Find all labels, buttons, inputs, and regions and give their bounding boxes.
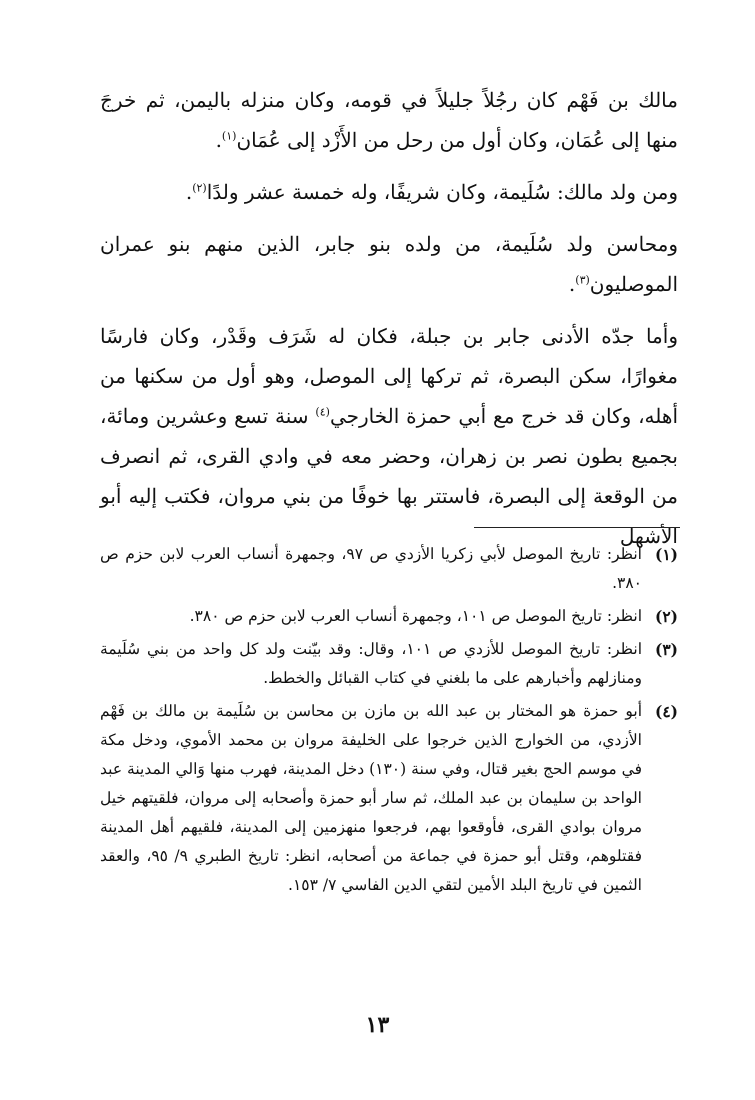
footnote-number: (١) [654,545,678,564]
footnote-4 [100,697,678,900]
footnote-1 [100,540,678,598]
footnote-number: (٤) [654,702,678,721]
footnote-ref-2[interactable]: (٢) [192,181,207,195]
page-number: ١٣ [365,1012,390,1038]
paragraph-3: ومحاسن ولد سُلَيمة، من ولده بنو جابر، الذين منهم بنو عمران الموصليون$^{(٣)}$. [100,232,678,296]
paragraph-2: ومن ولد مالك: سُلَيمة، وكان شريفًا، وله خمسة عشر ولدًا$^{(٢)}$. [185,180,678,204]
footnote-text: انظر: تاريخ الموصل لأبي زكريا الأزدي ص ٩٧، وجمهرة أنساب العرب لابن حزم ص ٣٨٠. [100,545,642,592]
footnote-number: (٣) [654,640,678,659]
footnote-ref-4[interactable]: (٤) [315,405,330,419]
footnote-ref-1[interactable]: (١) [221,129,237,143]
paragraph-1: مالك بن فَهْم كان رجُلاً جليلاً في قومه، وكان منزله باليمن، ثم خرجَ منها إلى عُمَان، وكان أول من رحل من الأَزْد إلى عُمَان$^{(١)}$. [100,88,678,152]
footnotes [100,540,678,904]
footnote-2 [100,602,678,631]
footnote-text: انظر: تاريخ الموصل للأزدي ص ١٠١، وقال: وقد بيّنت ولد كل واحد من بني سُلَيمة ومنازلهم وأخبارهم على ما بلغني في كتاب القبائل والخطط. [100,640,642,687]
footnote-number: (٢) [654,607,678,626]
footnote-text: أبو حمزة هو المختار بن عبد الله بن مازن بن محاسن بن سُلَيمة بن مالك بن فَهْم الأزدي، من الخوارج الذين خرجوا على الخليفة مروان بن محمد الأموي، ودخل مكة في موسم الحج بغير قتال، وفي سنة (١٣٠) دخل المدينة، فهرب منها وَالي المدينة عبد الواحد بن سليمان بن عبد الملك، ثم سار أبو حمزة وأصحابه إلى مروان، فلقيتهم خيل مروان بوادي القرى، فأوقعوا بهم، فرجعوا منهزمين إلى المدينة، فلقيهم أهل المدينة فقتلوهم، وقتل أبو حمزة في جماعة من أصحابه، انظر: تاريخ الطبري ٩/ ٩٥، والعقد الثمين في تاريخ البلد الأمين لتقي الدين الفاسي ٧/ ١٥٣. [100,702,643,894]
footnote-divider [474,527,680,528]
footnote-3 [100,635,678,693]
paragraph-4: وأما جدّه الأدنى جابر بن جبلة، فكان له شَرَف وقَدْر، وكان فارسًا مغوارًا، سكن البصرة، ثم تركها إلى الموصل، وهو أول من سكنها من أهله، وكان قد خرج مع أبي حمزة الخارجي$^{(٤)}$ سنة تسع وعشرين ومائة، بجميع بطون نصر بن زهران، وحضر معه في وادي القرى، ثم انصرف من الوقعة إلى البصرة، فاستتر بها خوفًا من بني مروان، فكتب إليه أبو الأشهل [100,324,679,548]
footnote-text: انظر: تاريخ الموصل ص ١٠١، وجمهرة أنساب العرب لابن حزم ص ٣٨٠. [189,607,642,625]
footnote-ref-3[interactable]: (٣) [575,273,590,287]
main-text [100,80,678,568]
